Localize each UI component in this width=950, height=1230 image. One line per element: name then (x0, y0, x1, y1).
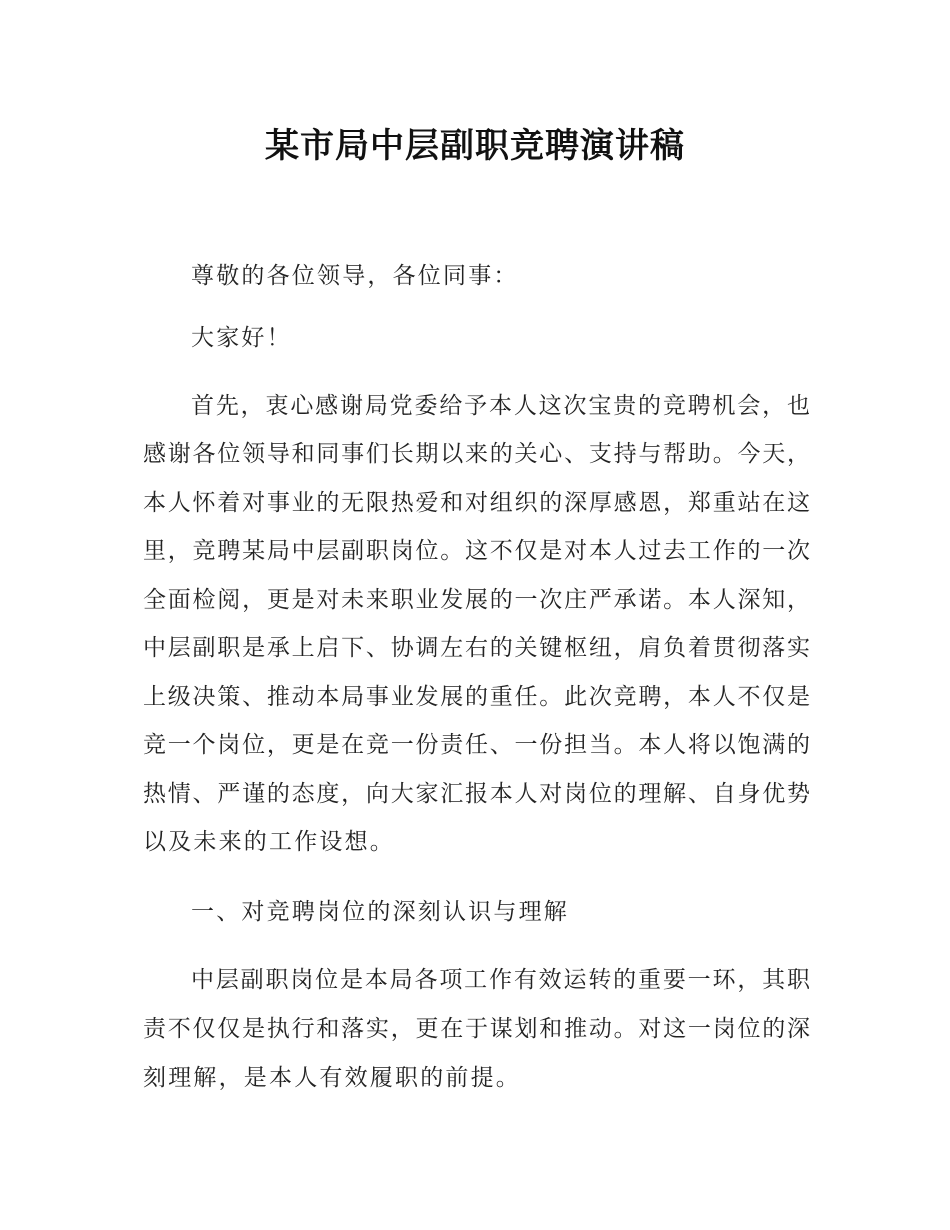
paragraph-line: 首先，衷心感谢局党委给予本人这次宝贵的竞聘机会，也 (191, 393, 810, 419)
paragraph-line: 热情、严谨的态度，向大家汇报本人对岗位的理解、自身优势 (143, 781, 810, 807)
greeting: 大家好！ (191, 325, 292, 351)
paragraph-line: 里，竞聘某局中层副职岗位。这不仅是对本人过去工作的一次 (143, 538, 810, 564)
paragraph-line: 竞一个岗位，更是在竞一份责任、一份担当。本人将以饱满的 (143, 732, 810, 758)
paragraph-line: 责不仅仅是执行和落实，更在于谋划和推动。对这一岗位的深 (143, 1016, 810, 1042)
paragraph-line: 中层副职是承上启下、协调左右的关键枢纽，肩负着贯彻落实 (143, 635, 810, 661)
paragraph-line: 刻理解，是本人有效履职的前提。 (143, 1065, 521, 1091)
paragraph-line: 全面检阅，更是对未来职业发展的一次庄严承诺。本人深知， (143, 587, 810, 613)
paragraph-line: 本人怀着对事业的无限热爱和对组织的深厚感恩，郑重站在这 (143, 490, 810, 516)
paragraph-line: 中层副职岗位是本局各项工作有效运转的重要一环，其职 (191, 967, 810, 993)
section-heading: 一、对竞聘岗位的深刻认识与理解 (191, 899, 569, 925)
paragraph-line: 感谢各位领导和同事们长期以来的关心、支持与帮助。今天， (143, 441, 810, 467)
paragraph-line: 上级决策、推动本局事业发展的重任。此次竞聘，本人不仅是 (143, 684, 810, 710)
salutation: 尊敬的各位领导，各位同事： (191, 263, 519, 289)
paragraph-line: 以及未来的工作设想。 (143, 829, 395, 855)
document-title: 某市局中层副职竞聘演讲稿 (265, 126, 685, 166)
